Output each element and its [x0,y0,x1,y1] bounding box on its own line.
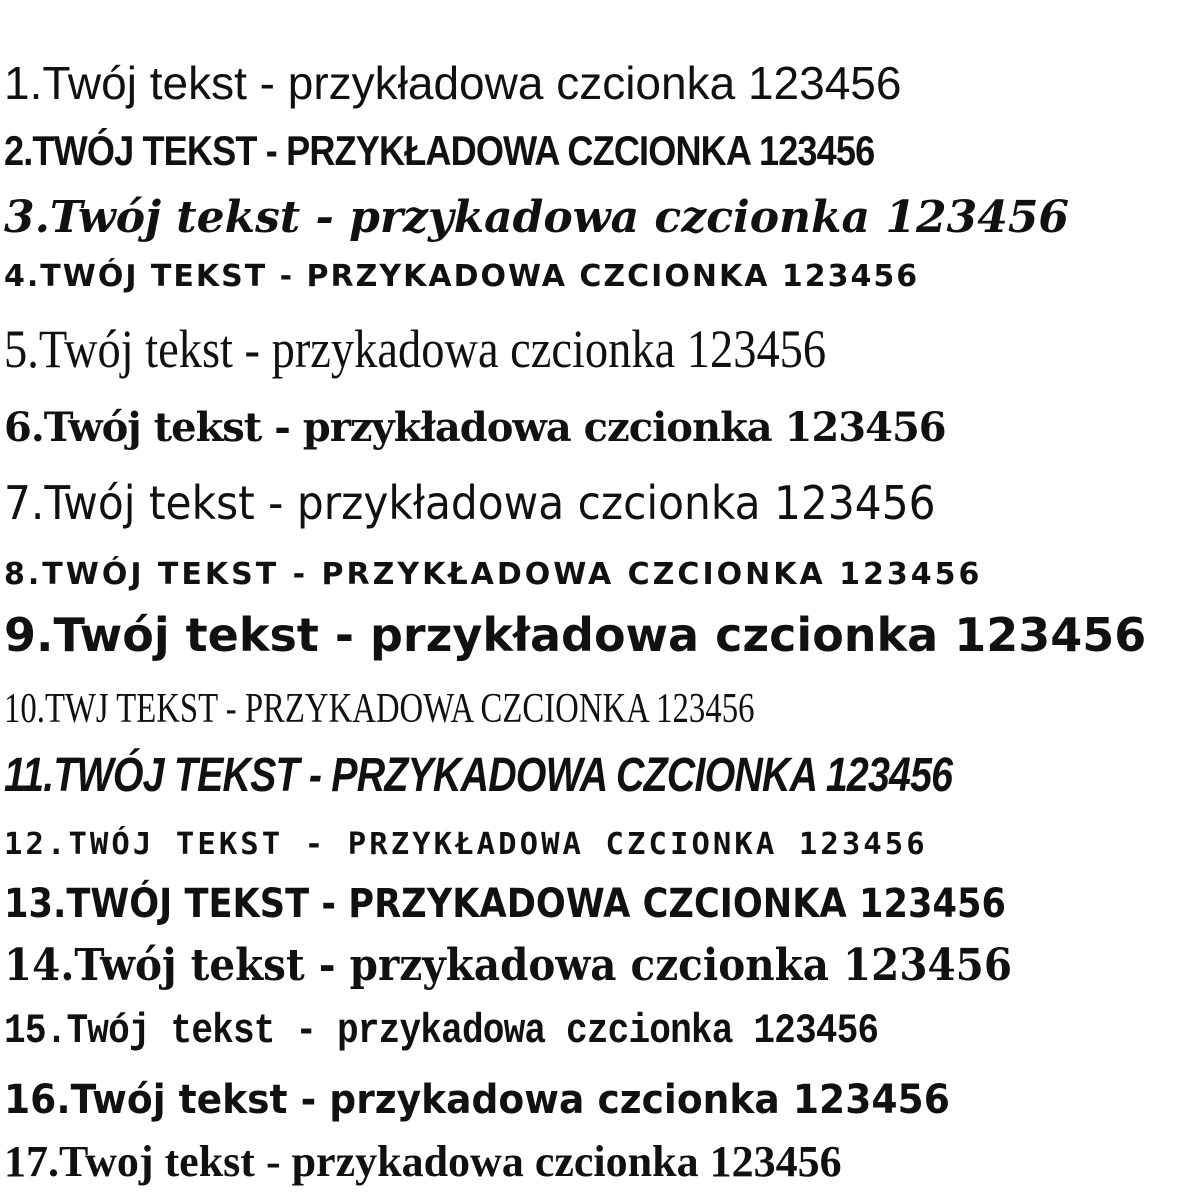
font-sample-4: 4.TWÓJ TEKST - PRZYKADOWA CZCIONKA 123456 [4,259,920,294]
font-sample-2: 2.TWÓJ TEKST - PRZYKŁADOWA CZCIONKA 123456 [4,127,875,174]
font-sample-6: 6.Twój tekst - przykładowa czcionka 123456 [4,404,946,451]
font-sample-5: 5.Twój tekst - przykadowa czcionka 123456 [4,319,827,379]
font-sample-16: 16.Twój tekst - przykadowa czcionka 123456 [4,1077,950,1123]
font-sample-13: 13.TWÓJ TEKST - PRZYKADOWA CZCIONKA 123456 [4,881,1007,927]
font-sample-3: 3.Twój tekst - przykadowa czcionka 123456 [4,192,1070,243]
font-sample-8: 8.TWÓJ TEKST - PRZYKŁADOWA CZCIONKA 123456 [4,557,983,592]
font-sample-12: 12.TWÓJ TEKST - PRZYKŁADOWA CZCIONKA 123456 [4,827,928,862]
font-sample-14: 14.Twój tekst - przykadowa czcionka 123456 [4,940,1013,991]
font-sample-15: 15.Twój tekst - przykadowa czcionka 123456 [4,1007,879,1055]
font-sample-17: 17.Twoj tekst - przykadowa czcionka 123456 [4,1137,842,1186]
font-sample-7: 7.Twój tekst - przykładowa czcionka 123456 [4,476,936,530]
font-sample-9: 9.Twój tekst - przykładowa czcionka 123456 [4,608,1147,662]
font-sample-1: 1.Twój tekst - przykładowa czcionka 123456 [4,57,902,109]
font-sample-10: 10.TWJ TEKST - PRZYKADOWA CZCIONKA 123456 [4,686,755,732]
font-sample-11: 11.TWÓJ TEKST - PRZYKADOWA CZCIONKA 123456 [4,749,953,802]
